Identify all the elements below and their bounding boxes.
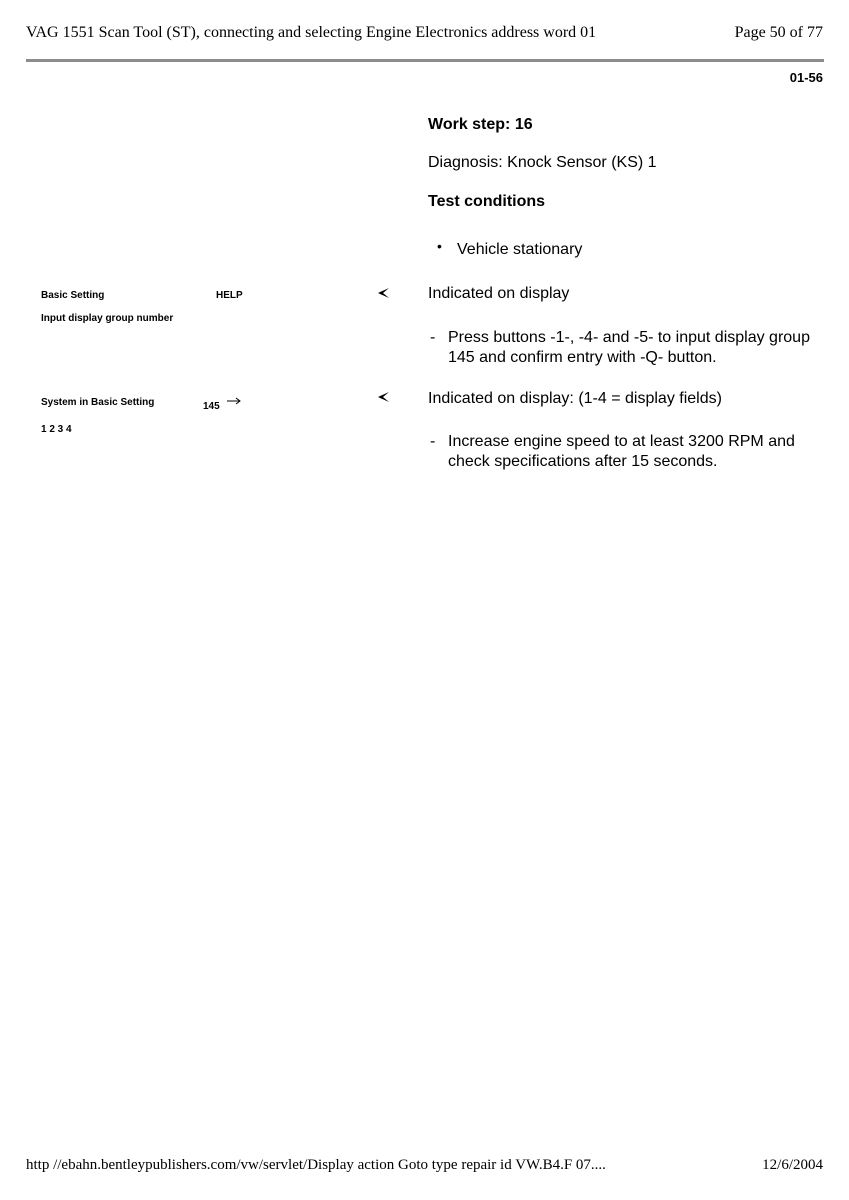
display-text-basic-setting: Basic Setting bbox=[41, 290, 105, 301]
header-divider bbox=[26, 59, 824, 62]
display-text-input-group: Input display group number bbox=[41, 313, 174, 324]
instruction-item-2 bbox=[430, 432, 810, 472]
pointer-arrow-icon bbox=[376, 390, 390, 404]
work-step-heading: Work step: 16 bbox=[428, 116, 533, 133]
display-text-help: HELP bbox=[216, 290, 243, 301]
pointer-arrow-icon bbox=[376, 286, 390, 300]
footer-date: 12/6/2004 bbox=[762, 1157, 823, 1173]
right-arrow-icon bbox=[226, 396, 242, 406]
footer-url: http //ebahn.bentleypublishers.com/vw/servlet/Display action Goto type repair id VW.B4.F 07.... bbox=[26, 1157, 606, 1173]
page-number: Page 50 of 77 bbox=[734, 24, 823, 41]
document-title: VAG 1551 Scan Tool (ST), connecting and selecting Engine Electronics address word 01 bbox=[26, 24, 597, 41]
diagnosis-text: Diagnosis: Knock Sensor (KS) 1 bbox=[428, 154, 657, 171]
indicated-on-display-2: Indicated on display: (1-4 = display fields) bbox=[428, 390, 722, 407]
display-text-system-basic-setting: System in Basic Setting bbox=[41, 397, 155, 408]
instruction-text-1: Press buttons -1-, -4- and -5- to input display group 145 and confirm entry with -Q- button. bbox=[448, 329, 810, 366]
indicated-on-display-1: Indicated on display bbox=[428, 285, 570, 302]
instruction-text-2: Increase engine speed to at least 3200 RPM and check specifications after 15 seconds. bbox=[448, 433, 795, 470]
test-conditions-heading: Test conditions bbox=[428, 193, 546, 210]
dash-icon: - bbox=[430, 329, 436, 346]
condition-item: Vehicle stationary bbox=[457, 241, 583, 258]
dash-icon: - bbox=[430, 433, 436, 450]
display-text-group-number: 145 bbox=[203, 401, 220, 412]
page-code: 01-56 bbox=[789, 70, 823, 85]
instruction-item-1 bbox=[430, 328, 810, 368]
display-text-fields: 1 2 3 4 bbox=[41, 424, 72, 435]
bullet-icon: • bbox=[437, 238, 442, 254]
